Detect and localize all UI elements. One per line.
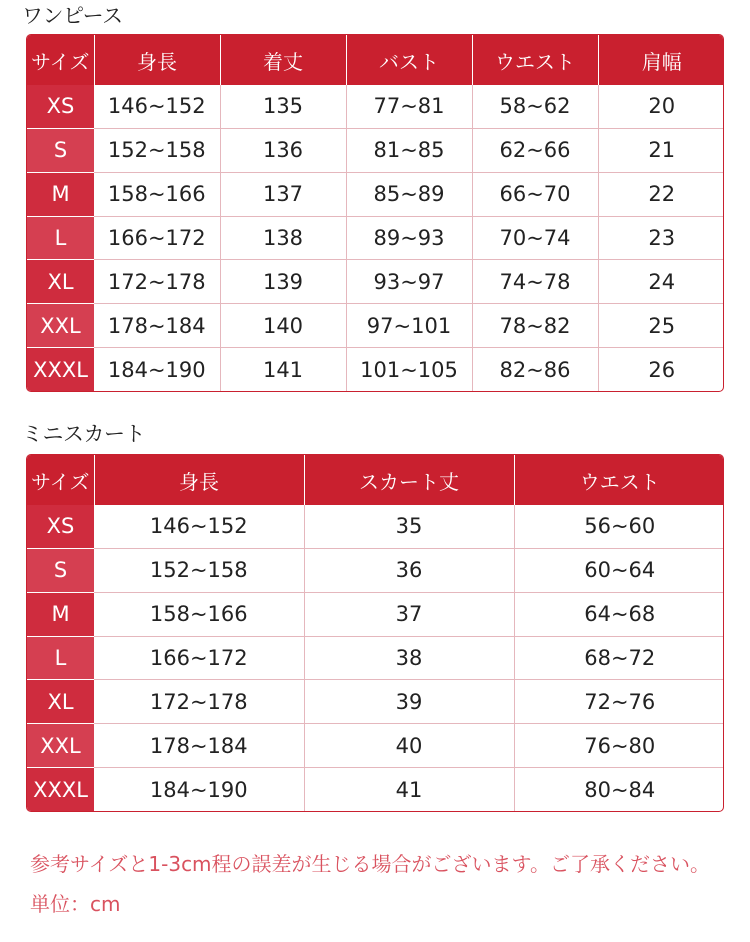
- header-length: 着丈: [220, 35, 346, 85]
- table-cell: 74~78: [472, 260, 598, 304]
- table-cell: 23: [598, 216, 724, 260]
- table-cell: 22: [598, 172, 724, 216]
- table-cell: 70~74: [472, 216, 598, 260]
- table-cell: 152~158: [94, 548, 304, 592]
- table-cell: 146~152: [94, 85, 220, 128]
- table-cell: 62~66: [472, 128, 598, 172]
- table-cell: 138: [220, 216, 346, 260]
- table-cell: 135: [220, 85, 346, 128]
- table-cell: 76~80: [514, 724, 724, 768]
- table-cell: 64~68: [514, 592, 724, 636]
- table-row: [27, 505, 724, 548]
- table-row: [27, 348, 724, 391]
- size-disclaimer: 参考サイズと1-3cm程の誤差が生じる場合がございます。ご了承ください。: [30, 852, 710, 876]
- size-label: S: [27, 548, 94, 592]
- size-label: XXXL: [27, 768, 94, 811]
- table-cell: 141: [220, 348, 346, 391]
- table-cell: 24: [598, 260, 724, 304]
- table-cell: 172~178: [94, 680, 304, 724]
- size-label: XXL: [27, 304, 94, 348]
- table-row: [27, 172, 724, 216]
- header-shoulder: 肩幅: [598, 35, 724, 85]
- header-height: 身長: [94, 35, 220, 85]
- table-cell: 80~84: [584, 777, 656, 802]
- table-cell: 89~93: [346, 216, 472, 260]
- table-cell: 136: [220, 128, 346, 172]
- table-row: [27, 636, 724, 680]
- onepiece-size-table: [26, 34, 724, 392]
- table-cell: 93~97: [346, 260, 472, 304]
- table-cell: 37: [304, 592, 514, 636]
- onepiece-title: ワンピース: [22, 4, 123, 28]
- table-cell: 81~85: [346, 128, 472, 172]
- table-cell: 158~166: [94, 172, 220, 216]
- table-row: [27, 592, 724, 636]
- table-cell: 41: [304, 768, 514, 811]
- miniskirt-size-table: [26, 454, 724, 812]
- table-cell: 184~190: [94, 768, 304, 811]
- table-cell: 20: [598, 85, 724, 128]
- table-cell: 140: [220, 304, 346, 348]
- table-cell: 40: [304, 724, 514, 768]
- size-label: XL: [27, 260, 94, 304]
- size-label: M: [27, 172, 94, 216]
- table-cell: 166~172: [94, 216, 220, 260]
- size-label: L: [27, 216, 94, 260]
- table-header-row: [27, 455, 724, 505]
- header-height: 身長: [94, 455, 304, 505]
- table-cell: 60~64: [514, 548, 724, 592]
- table-cell: 39: [304, 680, 514, 724]
- table-cell: 178~184: [94, 724, 304, 768]
- table-cell: 178~184: [94, 304, 220, 348]
- table-cell: 137: [220, 172, 346, 216]
- miniskirt-title: ミニスカート: [22, 422, 145, 446]
- header-bust: バスト: [346, 35, 472, 85]
- header-skirt-length: スカート丈: [304, 455, 514, 505]
- size-label: XS: [27, 505, 94, 548]
- table-cell: 166~172: [94, 636, 304, 680]
- table-cell: 139: [220, 260, 346, 304]
- table-cell: 172~178: [94, 260, 220, 304]
- unit-label: 単位：cm: [30, 892, 121, 916]
- table-row: [27, 680, 724, 724]
- table-cell: 25: [598, 304, 724, 348]
- table-cell: 58~62: [472, 85, 598, 128]
- table-cell: 36: [304, 548, 514, 592]
- header-size: サイズ: [27, 455, 94, 505]
- table-cell: 85~89: [346, 172, 472, 216]
- size-label: XL: [27, 680, 94, 724]
- table-cell: 97~101: [346, 304, 472, 348]
- table-cell: 78~82: [472, 304, 598, 348]
- table-cell: 82~86: [472, 348, 598, 391]
- table-cell: 72~76: [514, 680, 724, 724]
- header-waist: ウエスト: [472, 35, 598, 85]
- size-label: M: [27, 592, 94, 636]
- table-row: [27, 216, 724, 260]
- table-cell: 35: [304, 505, 514, 548]
- header-waist: ウエスト: [514, 455, 724, 505]
- table-row: [27, 128, 724, 172]
- table-cell: 101~105: [346, 348, 472, 391]
- table-cell: 184~190: [94, 348, 220, 391]
- table-row: [27, 85, 724, 128]
- table-cell: 146~152: [94, 505, 304, 548]
- table-cell: 77~81: [346, 85, 472, 128]
- table-cell: 68~72: [514, 636, 724, 680]
- size-label: L: [27, 636, 94, 680]
- table-header-row: [27, 35, 724, 85]
- table-cell: 66~70: [472, 172, 598, 216]
- table-row: [27, 768, 724, 811]
- table-cell: 38: [304, 636, 514, 680]
- table-row: [27, 304, 724, 348]
- table-cell: 158~166: [94, 592, 304, 636]
- table-row: [27, 548, 724, 592]
- size-label: XS: [27, 85, 94, 128]
- size-label: XXXL: [27, 348, 94, 391]
- table-cell: 152~158: [94, 128, 220, 172]
- header-size: サイズ: [27, 35, 94, 85]
- table-cell: 21: [598, 128, 724, 172]
- size-label: S: [27, 128, 94, 172]
- table-cell: 26: [648, 357, 676, 382]
- table-row: [27, 724, 724, 768]
- table-cell: 56~60: [514, 505, 724, 548]
- size-label: XXL: [27, 724, 94, 768]
- table-row: [27, 260, 724, 304]
